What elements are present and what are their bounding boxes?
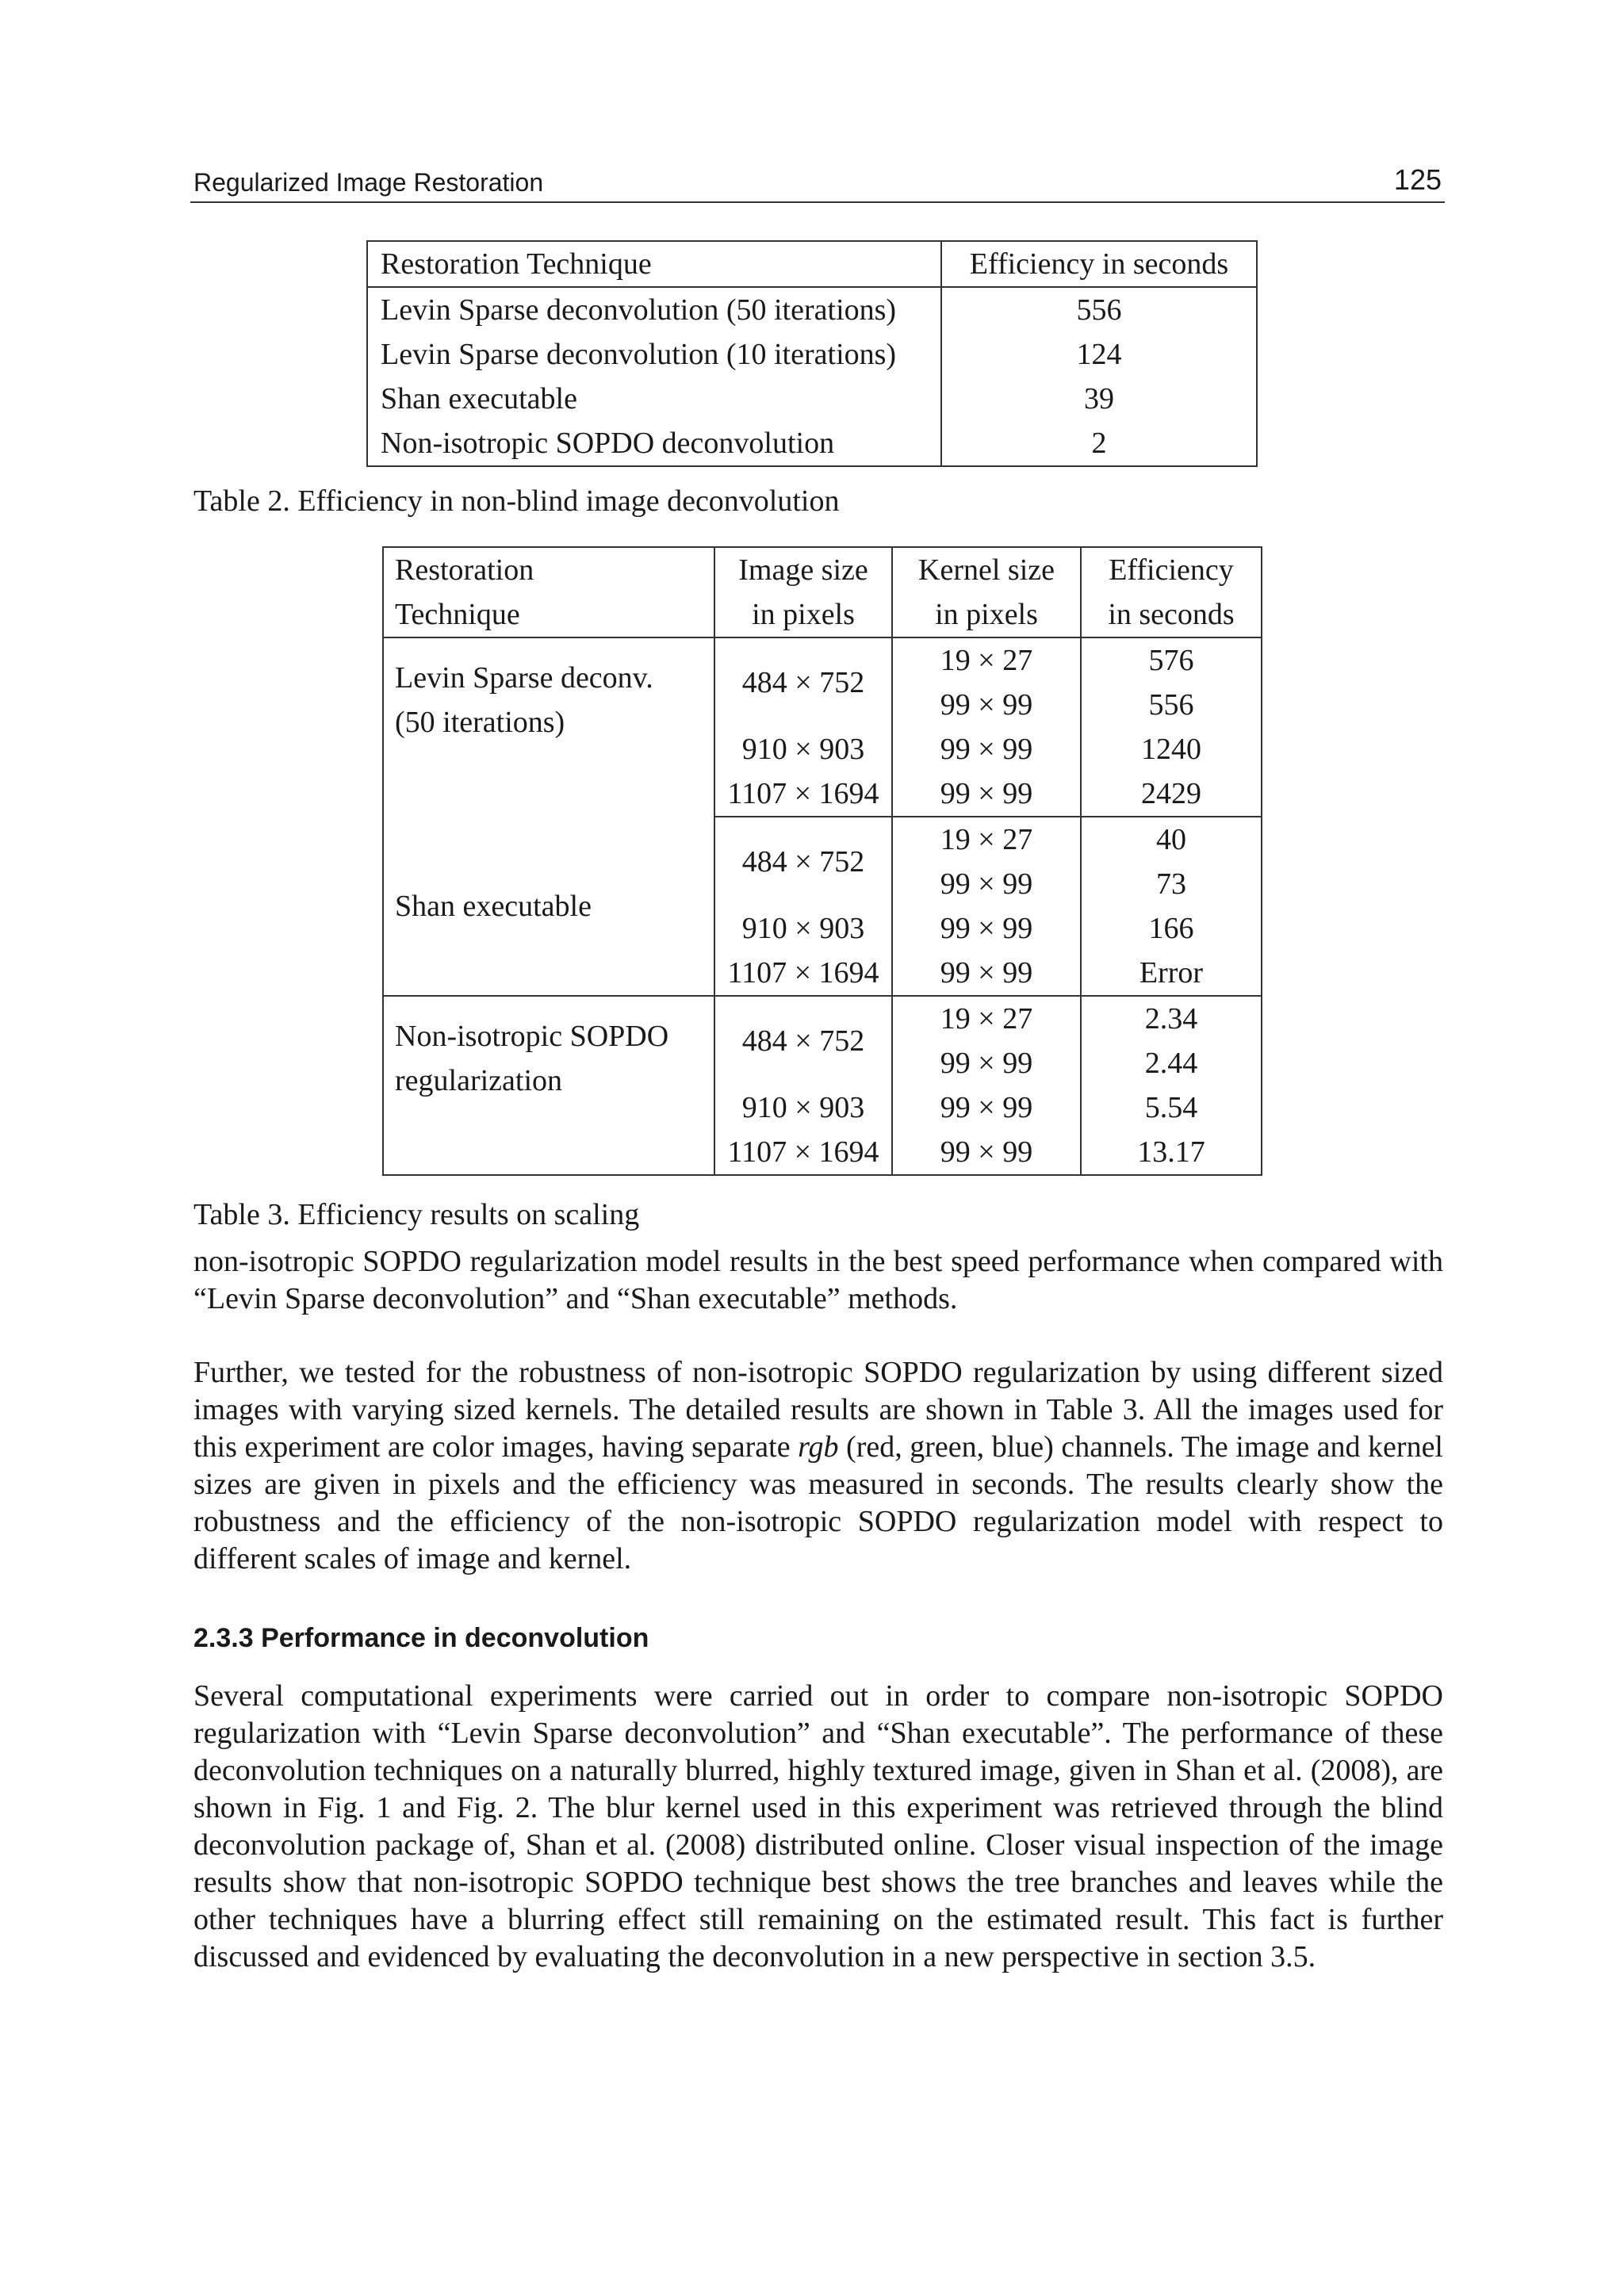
efficiency-cell: 2.44 (1144, 1047, 1198, 1080)
technique-line: Shan executable (395, 889, 592, 923)
table-cell: Non-isotropic SOPDO deconvolution (367, 421, 941, 466)
technique-line: (50 iterations) (395, 706, 565, 739)
table-header-row (383, 547, 1262, 637)
header-line: Technique (395, 598, 520, 631)
table-cell: 124 (1076, 338, 1122, 371)
kernel-size-cell: 99 × 99 (892, 906, 1081, 951)
table-header-row (367, 241, 1257, 287)
efficiency-cell: 2429 (1081, 771, 1262, 817)
kernel-size-cell: 19 × 27 (892, 996, 1081, 1041)
header-line: in seconds (1108, 598, 1235, 631)
page-number: 125 (1393, 163, 1442, 196)
header-line: in pixels (752, 598, 855, 631)
image-size-cell: 910 × 903 (714, 906, 892, 951)
table-cell: 2 (1091, 427, 1107, 460)
efficiency-cell: 5.54 (1144, 1091, 1198, 1124)
table-cell: Levin Sparse deconvolution (10 iterations) (367, 332, 941, 377)
column-header: Restoration Technique (367, 241, 941, 287)
table-3-caption: Table 3. Efficiency results on scaling (193, 1198, 640, 1231)
efficiency-cell: 13.17 (1137, 1135, 1205, 1169)
paragraph-1: non-isotropic SOPDO regularization model results in the best speed performance when compared with “Levin Sparse deconvolution” and “Shan executable” methods. (193, 1245, 1443, 1315)
header-line: Restoration (395, 553, 534, 587)
kernel-size-cell: 99 × 99 (892, 771, 1081, 817)
table-cell: 556 (1076, 293, 1122, 327)
kernel-size-cell: 99 × 99 (892, 951, 1081, 996)
technique-line: Non-isotropic SOPDO (395, 1020, 669, 1053)
table-row (367, 421, 1257, 466)
image-size-cell: 910 × 903 (714, 1085, 892, 1130)
paragraph-text: (red, green, blue) channels. The image and kernel sizes are given in pixels and the efficiency was measured in seconds. The results clearly show the robustness and the efficiency of the non-isotropic SOPDO regularization model with respect to different scales of image and kernel. (193, 1430, 1443, 1575)
paragraph-emphasis: rgb (798, 1430, 839, 1464)
column-header (892, 547, 1081, 637)
technique-cell (383, 637, 714, 817)
table-cell: Shan executable (367, 377, 941, 421)
paragraph-2 (193, 1354, 1443, 1578)
kernel-size-cell: 99 × 99 (892, 683, 1081, 727)
kernel-size-cell: 99 × 99 (892, 727, 1081, 771)
efficiency-cell: 556 (1148, 688, 1194, 722)
column-header (1081, 547, 1262, 637)
column-header (383, 547, 714, 637)
technique-cell (383, 817, 714, 996)
kernel-size-cell: 99 × 99 (892, 862, 1081, 906)
image-size-cell: 484 × 752 (714, 817, 892, 906)
efficiency-cell: 576 (1148, 644, 1194, 677)
efficiency-cell: 166 (1148, 912, 1194, 945)
efficiency-cell: 1240 (1141, 733, 1201, 766)
image-size-cell: 910 × 903 (714, 727, 892, 771)
running-title: Regularized Image Restoration (193, 168, 544, 197)
table-2 (366, 240, 1258, 467)
kernel-size-cell: 19 × 27 (892, 817, 1081, 862)
table-row (383, 817, 1262, 862)
table-2-caption: Table 2. Efficiency in non-blind image deconvolution (193, 484, 840, 518)
image-size-cell: 1107 × 1694 (714, 771, 892, 817)
table-3 (382, 546, 1262, 1176)
image-size-cell: 1107 × 1694 (714, 1130, 892, 1175)
kernel-size-cell: 99 × 99 (892, 1085, 1081, 1130)
technique-line: regularization (395, 1064, 563, 1097)
kernel-size-cell: 99 × 99 (892, 1041, 1081, 1085)
efficiency-cell: 73 (1156, 867, 1186, 901)
column-header (714, 547, 892, 637)
header-line: Image size (738, 553, 868, 587)
paragraph-3: Several computational experiments were carried out in order to compare non-isotropic SOPDO regularization with “Levin Sparse deconvolution” and “Shan executable”. The performance of these deconvolution techniques on a naturally blurred, highly textured image, given in Shan et al. (2008), are shown in Fig. 1 and Fig. 2. The blur kernel used in this experiment was retrieved through the blind deconvolution package of, Shan et al. (2008) distributed online. Closer visual inspection of the image results show that non-isotropic SOPDO technique best shows the tree branches and leaves while the other techniques have a blurring effect still remaining on the estimated result. This fact is further discussed and evidenced by evaluating the deconvolution in a new perspective in section 3.5. (193, 1679, 1443, 1973)
efficiency-cell: 2.34 (1144, 1002, 1198, 1035)
running-header (190, 163, 1445, 203)
kernel-size-cell: 99 × 99 (892, 1130, 1081, 1175)
efficiency-cell: Error (1081, 951, 1262, 996)
image-size-cell: 1107 × 1694 (714, 951, 892, 996)
technique-cell (383, 996, 714, 1175)
paragraph-text: Further, we tested for the robustness of non-isotropic SOPDO regularization by using different sized images with varying sized kernels. The detailed results are shown in Table 3. All the images used for this experiment are color images, having separate (193, 1356, 1443, 1464)
header-line: Efficiency (1109, 553, 1234, 587)
section-heading: 2.3.3 Performance in deconvolution (193, 1623, 649, 1653)
table-cell: Levin Sparse deconvolution (50 iterations) (367, 287, 941, 332)
header-line: Kernel size (918, 553, 1055, 587)
image-size-cell: 484 × 752 (714, 637, 892, 727)
kernel-size-cell: 19 × 27 (892, 637, 1081, 683)
table-row (383, 637, 1262, 683)
technique-line: Levin Sparse deconv. (395, 661, 653, 695)
table-row (367, 377, 1257, 421)
header-line: in pixels (935, 598, 1038, 631)
image-size-cell: 484 × 752 (714, 996, 892, 1085)
table-row (367, 287, 1257, 332)
table-cell: 39 (1084, 382, 1114, 415)
table-row (367, 332, 1257, 377)
column-header: Efficiency in seconds (941, 241, 1257, 287)
efficiency-cell: 40 (1156, 823, 1186, 856)
table-row (383, 996, 1262, 1041)
